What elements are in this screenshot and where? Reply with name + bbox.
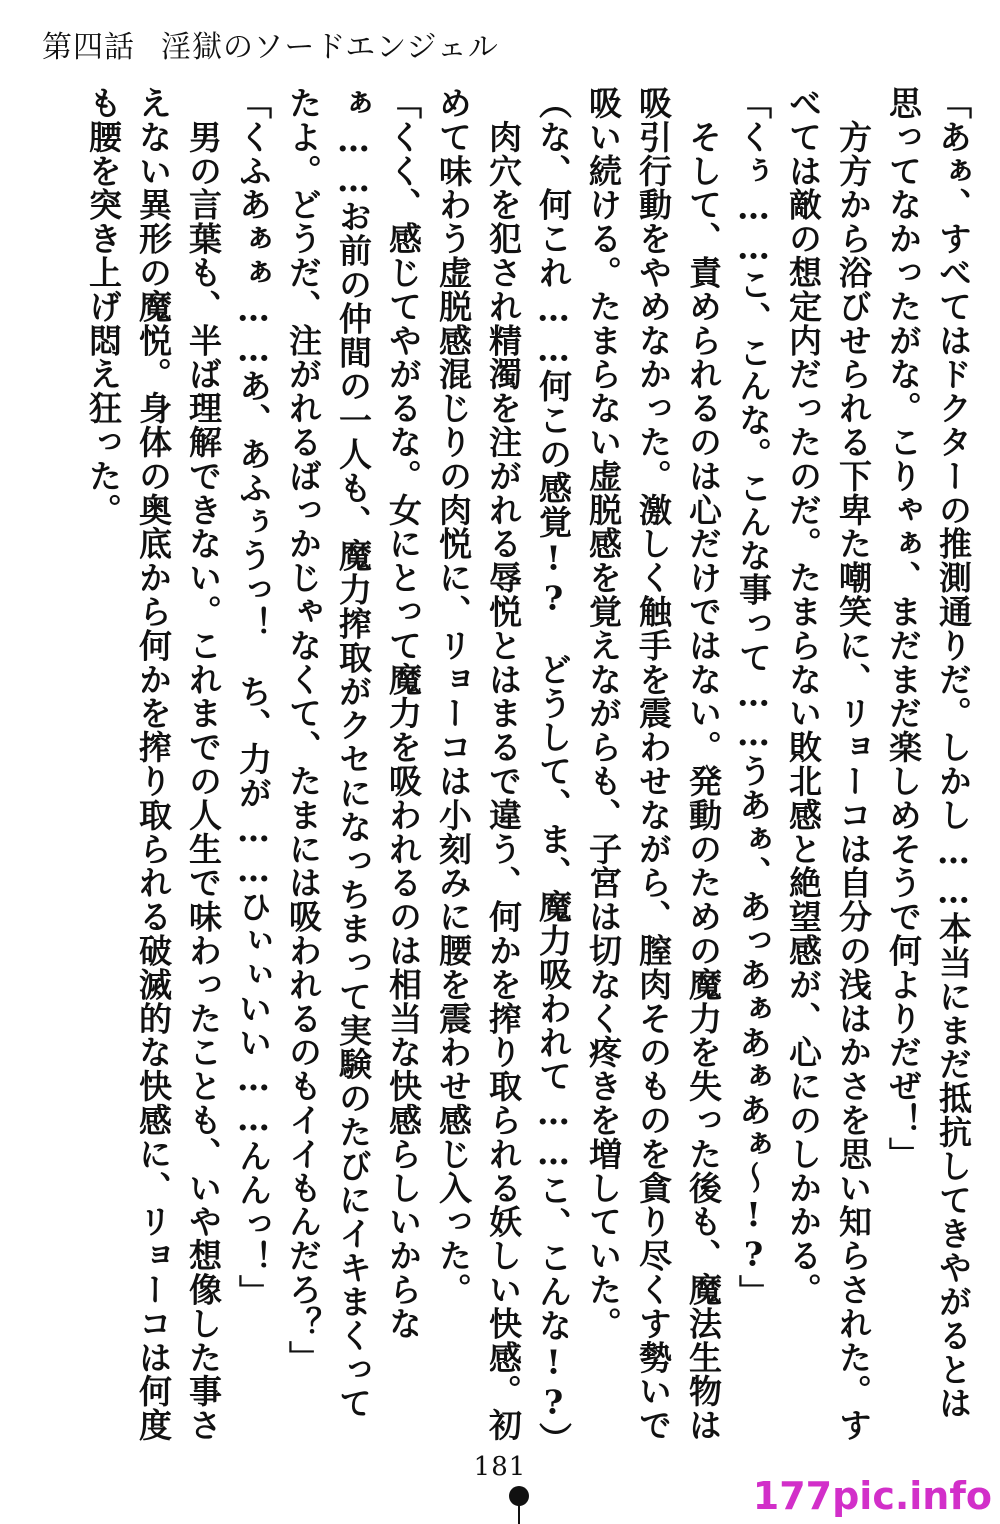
running-head [42, 22, 499, 66]
paragraph: 男の言葉も、半ば理解できない。これまでの人生で味わったことも、いや想像した事さえない異形の魔悦。身体の奥底から何かを搾り取られる破滅的な快感に、リョーコは何度も腰を突き上げ悶え狂った。 [84, 86, 223, 1442]
paragraph: そして、責められるのは心だけではない。発動のための魔力を失った後も、魔法生物は吸引行動をやめなかった。激しく触手を震わせながら、膣肉そのものを貪り尽くす勢いで吸い続ける。たまらない虚脱感を覚えながらも、子宮は切なく疼きを増していた。 [584, 86, 723, 1442]
paragraph: （な、何これ……何この感覚!? どうして、ま、魔力吸われて……こ、こんな!?） [534, 86, 573, 1457]
site-watermark: 177pic.info [752, 1474, 992, 1518]
paragraph: 「くふあぁぁ……あ、あふぅうっ！ ち、力が……ひぃぃいい……んんっ！」 [234, 86, 273, 1309]
paragraph: 「くぅ……こ、こんな。こんな事って……うあぁ、あっあぁあぁあぁ～!?」 [734, 86, 773, 1309]
chapter-number: 第四話 [42, 30, 135, 65]
paragraph: 方方から浴びせられる下卑た嘲笑に、リョーコは自分の浅はかさを思い知らされた。すべては敵の想定内だったのだ。たまらない敗北感と絶望感が、心にのしかかる。 [784, 86, 873, 1442]
page-number: 181 [473, 1452, 527, 1482]
paragraph: 「くく、感じてやがるな。女にとって魔力を吸われるのは相当な快感らしいからなぁ……お前の仲間の一人も、魔力搾取がクセになっちまって実験のたびにイキまくってたよ。どうだ、注がれるばっかじゃなくて、たまには吸われるのもイイもんだろ？」 [284, 86, 423, 1421]
paragraph: 肉穴を犯され精濁を注がれる辱悦とはまるで違う、何かを搾り取られる妖しい快感。初めて味わう虚脱感混じりの肉悦に、リョーコは小刻みに腰を震わせ感じ入った。 [434, 86, 523, 1442]
page-marker-ornament-icon [509, 1486, 529, 1524]
chapter-title: 淫獄のソードエンジェル [161, 30, 499, 65]
ornament-stem [518, 1504, 520, 1524]
vertical-body-text [78, 86, 978, 1457]
paragraph: 「あぁ、すべてはドクターの推測通りだ。しかし……本当にまだ抵抗してきやがるとは思ってなかったがな。こりゃぁ、まだまだ楽しめそうで何よりだぜ！」 [884, 86, 973, 1421]
ornament-dot [509, 1486, 529, 1506]
